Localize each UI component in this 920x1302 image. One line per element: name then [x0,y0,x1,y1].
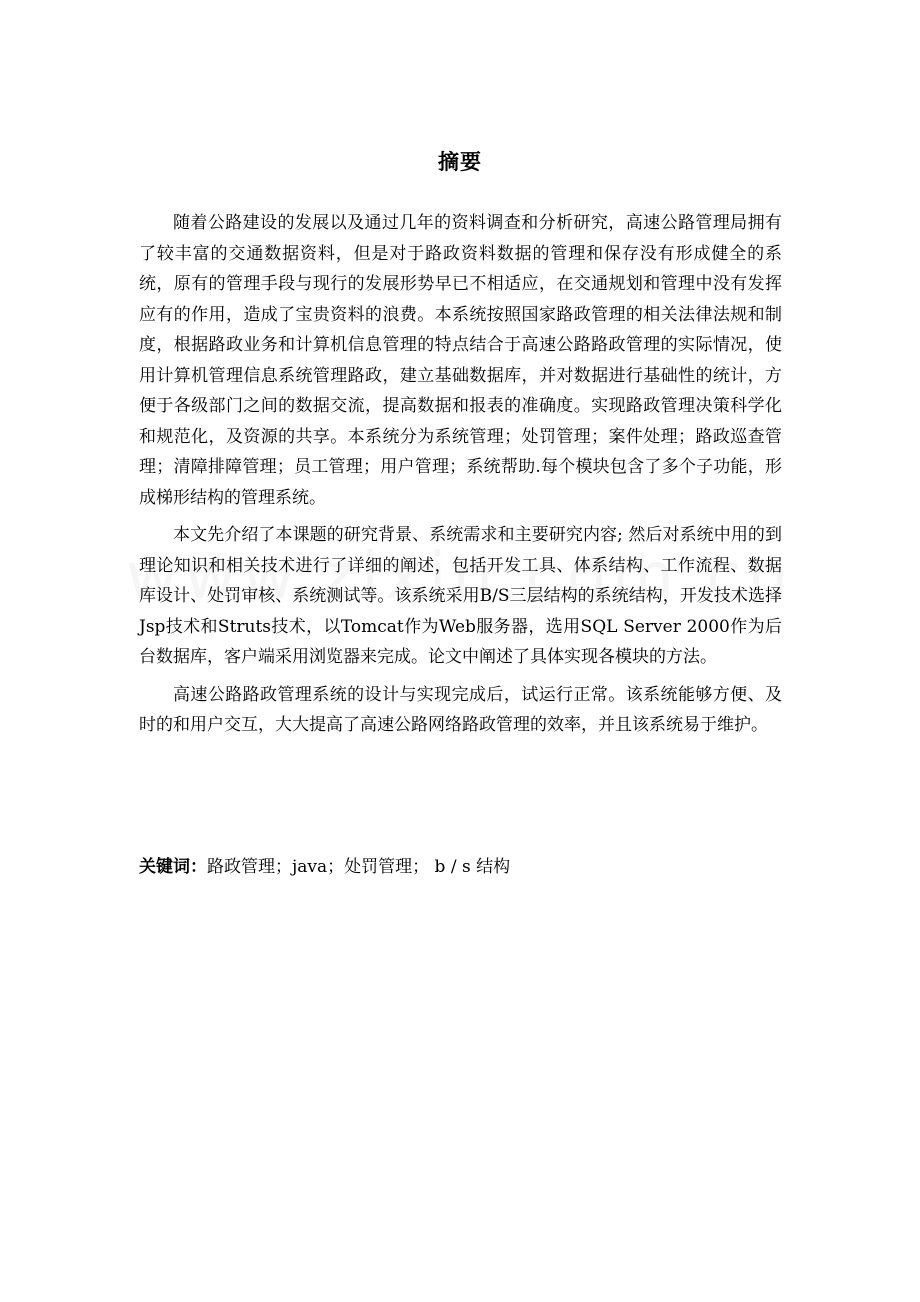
keywords-text: 路政管理；java；处罚管理； b / s 结构 [207,857,511,877]
abstract-body [139,208,782,748]
paragraph-3: 高速公路路政管理系统的设计与实现完成后，试运行正常。该系统能够方便、及时的和用户交互，大大提高了高速公路网络路政管理的效率，并且该系统易于维护。 [139,684,782,735]
keywords-label: 关键词： [139,857,207,877]
keywords-line [139,852,782,882]
paragraph-2: 本文先介绍了本课题的研究背景、系统需求和主要研究内容; 然后对系统中用的到理论知识和相关技术进行了详细的阐述，包括开发工具、体系结构、工作流程、数据库设计、处罚审核、系统测试等。该系统采用B/S三层结构的系统结构，开发技术选择Jsp技术和Struts技术，以Tomcat作为Web服务器，选用SQL Server 2000作为后台数据库，客户端采用浏览器来完成。论文中阐述了具体实现各模块的方法。 [139,525,782,667]
paragraph-1: 随着公路建设的发展以及通过几年的资料调查和分析研究，高速公路管理局拥有了较丰富的交通数据资料，但是对于路政资料数据的管理和保存没有形成健全的系统，原有的管理手段与现行的发展形势早已不相适应，在交通规划和管理中没有发挥应有的作用，造成了宝贵资料的浪费。本系统按照国家路政管理的相关法律法规和制度，根据路政业务和计算机信息管理的特点结合于高速公路路政管理的实际情况，使用计算机管理信息系统管理路政，建立基础数据库，并对数据进行基础性的统计，方便于各级部门之间的数据交流，提高数据和报表的准确度。实现路政管理决策科学化和规范化，及资源的共享。本系统分为系统管理；处罚管理；案件处理；路政巡查管理；清障排障管理；员工管理；用户管理；系统帮助.每个模块包含了多个子功能，形成梯形结构的管理系统。 [139,213,782,508]
page-title: 摘要 [438,150,482,174]
